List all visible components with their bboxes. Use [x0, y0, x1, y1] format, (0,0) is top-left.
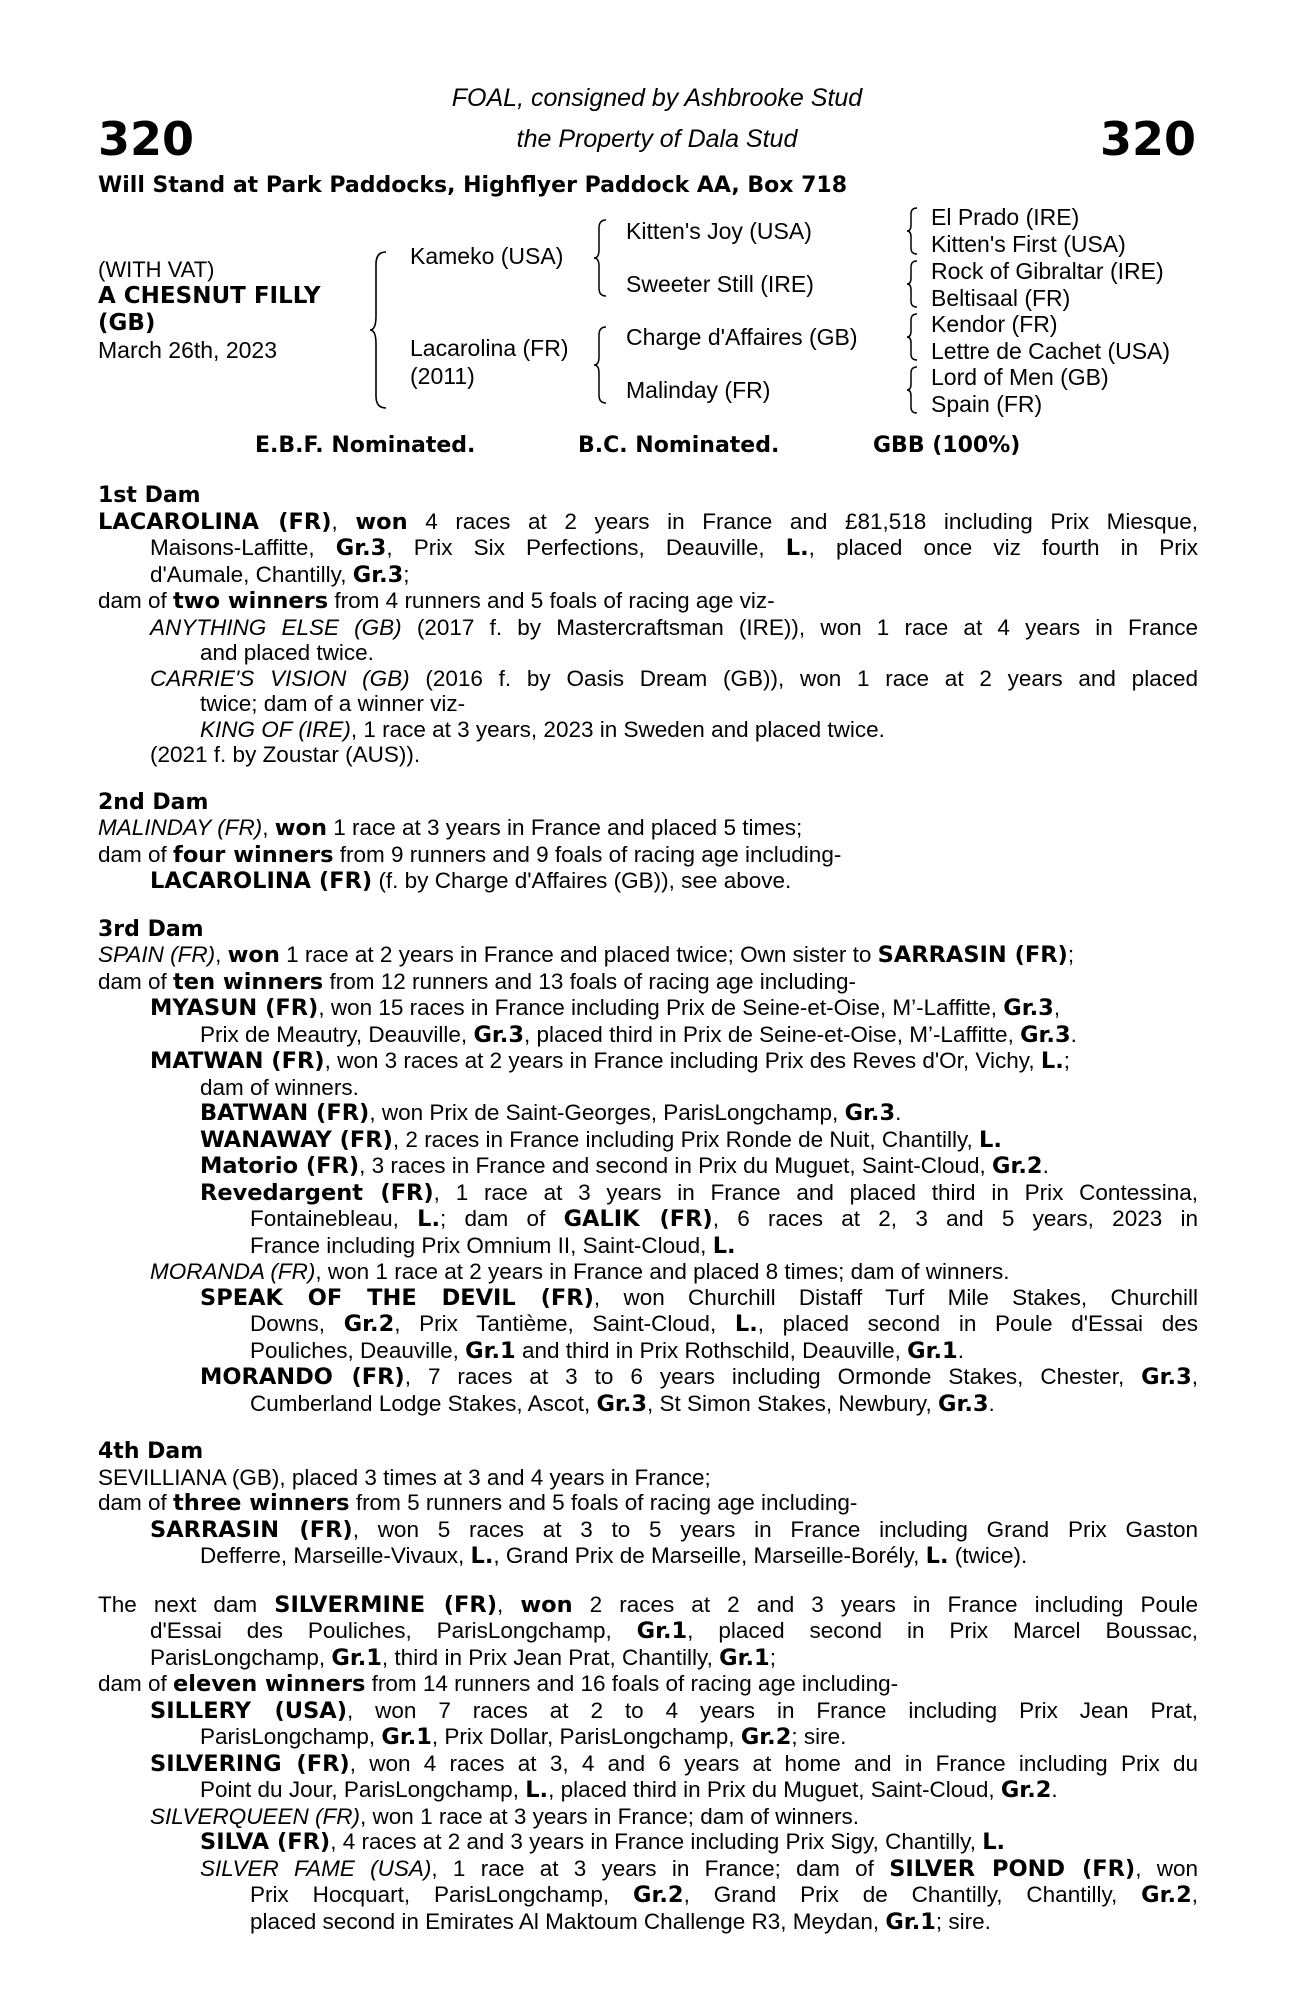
next-dam-line: ParisLongchamp, Gr.1, third in Prix Jean Prat, Chantilly, Gr.1;	[150, 1644, 776, 1671]
next-dam-line: ParisLongchamp, Gr.1, Prix Dollar, ParisLongchamp, Gr.2; sire.	[200, 1724, 847, 1750]
next-dam-line: Point du Jour, ParisLongchamp, L., placed third in Prix du Muguet, Saint-Cloud, Gr.2.	[200, 1777, 1058, 1803]
pedigree-brace-dd	[905, 365, 919, 415]
lot-description: A CHESNUT FILLY	[98, 283, 321, 309]
fourth-dam-line: SEVILLIANA (GB), placed 3 times at 3 and 4 years in France;	[98, 1464, 711, 1490]
fourth-dam-heading: 4th Dam	[98, 1439, 204, 1464]
first-dam-line: CARRIE'S VISION (GB) (2016 f. by Oasis Dream (GB)), won 1 race at 2 years and placed	[150, 665, 1198, 691]
pedigree-brace-sd	[905, 259, 919, 309]
second-dam-line: dam of four winners from 9 runners and 9 foals of racing age including-	[98, 841, 842, 868]
stand-location: Will Stand at Park Paddocks, Highflyer Paddock AA, Box 718	[98, 173, 848, 198]
first-dam-line: KING OF (IRE), 1 race at 3 years, 2023 in Sweden and placed twice.	[200, 716, 885, 742]
ebf-nomination: E.B.F. Nominated.	[255, 433, 476, 458]
pedigree-ssd: Kitten's First (USA)	[931, 231, 1126, 257]
third-dam-line: MYASUN (FR), won 15 races in France including Prix de Seine-et-Oise, M’-Laffitte, Gr.3,	[150, 995, 1061, 1021]
pedigree-brace-main	[368, 250, 388, 410]
third-dam-line: WANAWAY (FR), 2 races in France including Prix Ronde de Nuit, Chantilly, L.	[200, 1126, 1002, 1153]
next-dam-line: dam of eleven winners from 14 runners and 16 foals of racing age including-	[98, 1671, 899, 1697]
second-dam-line: LACAROLINA (FR) (f. by Charge d'Affaires (GB)), see above.	[150, 868, 792, 894]
third-dam-line: dam of winners.	[200, 1074, 359, 1100]
pedigree-sss: El Prado (IRE)	[931, 204, 1080, 230]
bc-nomination: B.C. Nominated.	[578, 433, 780, 458]
pedigree-ddd: Spain (FR)	[931, 391, 1043, 417]
third-dam-line: dam of ten winners from 12 runners and 13 foals of racing age including-	[98, 968, 857, 995]
second-dam-line: MALINDAY (FR), won 1 race at 3 years in France and placed 5 times;	[98, 815, 803, 841]
pedigree-sds: Rock of Gibraltar (IRE)	[931, 258, 1164, 284]
pedigree-sdd: Beltisaal (FR)	[931, 285, 1071, 311]
property-line: the Property of Dala Stud	[516, 125, 798, 153]
first-dam-line: d'Aumale, Chantilly, Gr.3;	[150, 561, 410, 588]
next-dam-line: SILVA (FR), 4 races at 2 and 3 years in France including Prix Sigy, Chantilly, L.	[200, 1829, 1006, 1855]
consignor-line: FOAL, consigned by Ashbrooke Stud	[451, 84, 863, 112]
pedigree-brace-sire	[592, 218, 608, 298]
pedigree-dds: Lord of Men (GB)	[931, 364, 1109, 390]
second-dam-heading: 2nd Dam	[98, 789, 209, 815]
first-dam-line: ANYTHING ELSE (GB) (2017 f. by Mastercraftsman (IRE)), won 1 race at 4 years in France	[150, 614, 1198, 640]
next-dam-line: The next dam SILVERMINE (FR), won 2 races at 2 and 3 years in France including Poule	[98, 1591, 1198, 1618]
first-dam-line: twice; dam of a winner viz-	[200, 691, 466, 716]
vat-note: (WITH VAT)	[98, 257, 215, 282]
pedigree-dam-dam: Malinday (FR)	[626, 377, 771, 403]
pedigree-dam: Lacarolina (FR)	[410, 335, 569, 361]
pedigree-brace-ds	[905, 312, 919, 362]
pedigree-sire: Kameko (USA)	[410, 243, 564, 269]
first-dam-line: dam of two winners from 4 runners and 5 foals of racing age viz-	[98, 588, 775, 614]
first-dam-line: (2021 f. by Zoustar (AUS)).	[150, 742, 421, 767]
third-dam-line: BATWAN (FR), won Prix de Saint-Georges, ParisLongchamp, Gr.3.	[200, 1100, 902, 1126]
pedigree-sire-sire: Kitten's Joy (USA)	[626, 218, 812, 244]
pedigree-sire-dam: Sweeter Still (IRE)	[626, 271, 814, 297]
third-dam-line: Pouliches, Deauville, Gr.1 and third in Prix Rothschild, Deauville, Gr.1.	[250, 1337, 964, 1364]
pedigree-dam-year: (2011)	[410, 363, 475, 389]
first-dam-heading: 1st Dam	[98, 483, 201, 508]
next-dam-line: SILVERING (FR), won 4 races at 3, 4 and 6 years at home and in France including Prix du	[150, 1750, 1198, 1777]
next-dam-line: Prix Hocquart, ParisLongchamp, Gr.2, Grand Prix de Chantilly, Chantilly, Gr.2,	[250, 1882, 1198, 1908]
pedigree-dam-sire: Charge d'Affaires (GB)	[626, 324, 858, 350]
third-dam-line: Prix de Meautry, Deauville, Gr.3, placed third in Prix de Seine-et-Oise, M’-Laffitte, Gr.3.	[200, 1021, 1077, 1048]
third-dam-line: SPEAK OF THE DEVIL (FR), won Churchill Distaff Turf Mile Stakes, Churchill	[200, 1284, 1198, 1311]
next-dam-line: SILVERQUEEN (FR), won 1 race at 3 years in France; dam of winners.	[150, 1803, 860, 1829]
lot-number-left: 320	[98, 112, 195, 166]
third-dam-line: Matorio (FR), 3 races in France and second in Prix du Muguet, Saint-Cloud, Gr.2.	[200, 1153, 1049, 1179]
pedigree-dss: Kendor (FR)	[931, 311, 1058, 337]
next-dam-line: d'Essai des Pouliches, ParisLongchamp, Gr.1, placed second in Prix Marcel Boussac,	[150, 1618, 1198, 1644]
third-dam-line: Downs, Gr.2, Prix Tantième, Saint-Cloud, L., placed second in Poule d'Essai des	[250, 1311, 1198, 1337]
first-dam-line: and placed twice.	[200, 640, 374, 665]
third-dam-line: France including Prix Omnium II, Saint-Cloud, L.	[250, 1232, 736, 1259]
date-of-birth: March 26th, 2023	[98, 337, 278, 363]
third-dam-heading: 3rd Dam	[98, 916, 204, 942]
third-dam-line: MORANDO (FR), 7 races at 3 to 6 years including Ormonde Stakes, Chester, Gr.3,	[200, 1364, 1198, 1390]
third-dam-line: Revedargent (FR), 1 race at 3 years in France and placed third in Prix Contessina,	[200, 1179, 1198, 1206]
next-dam-line: placed second in Emirates Al Maktoum Challenge R3, Meydan, Gr.1; sire.	[250, 1908, 991, 1935]
third-dam-line: MORANDA (FR), won 1 race at 2 years in France and placed 8 times; dam of winners.	[150, 1259, 1010, 1284]
pedigree-brace-dam	[592, 325, 608, 405]
first-dam-line: LACAROLINA (FR), won 4 races at 2 years in France and £81,518 including Prix Miesque,	[98, 508, 1198, 535]
lot-number-right: 320	[1099, 112, 1196, 166]
next-dam-line: SILVER FAME (USA), 1 race at 3 years in France; dam of SILVER POND (FR), won	[200, 1855, 1199, 1882]
next-dam-line: SILLERY (USA), won 7 races at 2 to 4 years in France including Prix Jean Prat,	[150, 1697, 1199, 1724]
fourth-dam-line: dam of three winners from 5 runners and 5 foals of racing age including-	[98, 1490, 858, 1516]
catalogue-body	[98, 483, 1198, 1935]
third-dam-line: SPAIN (FR), won 1 race at 2 years in France and placed twice; Own sister to SARRASIN (FR);	[98, 942, 1075, 968]
lot-description-country: (GB)	[98, 310, 156, 336]
fourth-dam-line: Defferre, Marseille-Vivaux, L., Grand Prix de Marseille, Marseille-Borély, L. (twice).	[200, 1543, 1028, 1569]
first-dam-line: Maisons-Laffitte, Gr.3, Prix Six Perfections, Deauville, L., placed once viz fourth in Prix	[150, 535, 1198, 561]
third-dam-line: Fontainebleau, L.; dam of GALIK (FR), 6 races at 2, 3 and 5 years, 2023 in	[250, 1206, 1199, 1232]
third-dam-line: MATWAN (FR), won 3 races at 2 years in France including Prix des Reves d'Or, Vichy, L.;	[150, 1048, 1071, 1074]
pedigree-dsd: Lettre de Cachet (USA)	[931, 338, 1171, 364]
gbb-status: GBB (100%)	[873, 433, 1021, 458]
third-dam-line: Cumberland Lodge Stakes, Ascot, Gr.3, St Simon Stakes, Newbury, Gr.3.	[250, 1390, 995, 1417]
fourth-dam-line: SARRASIN (FR), won 5 races at 3 to 5 years in France including Grand Prix Gaston	[150, 1516, 1198, 1543]
pedigree-brace-ss	[905, 206, 919, 256]
